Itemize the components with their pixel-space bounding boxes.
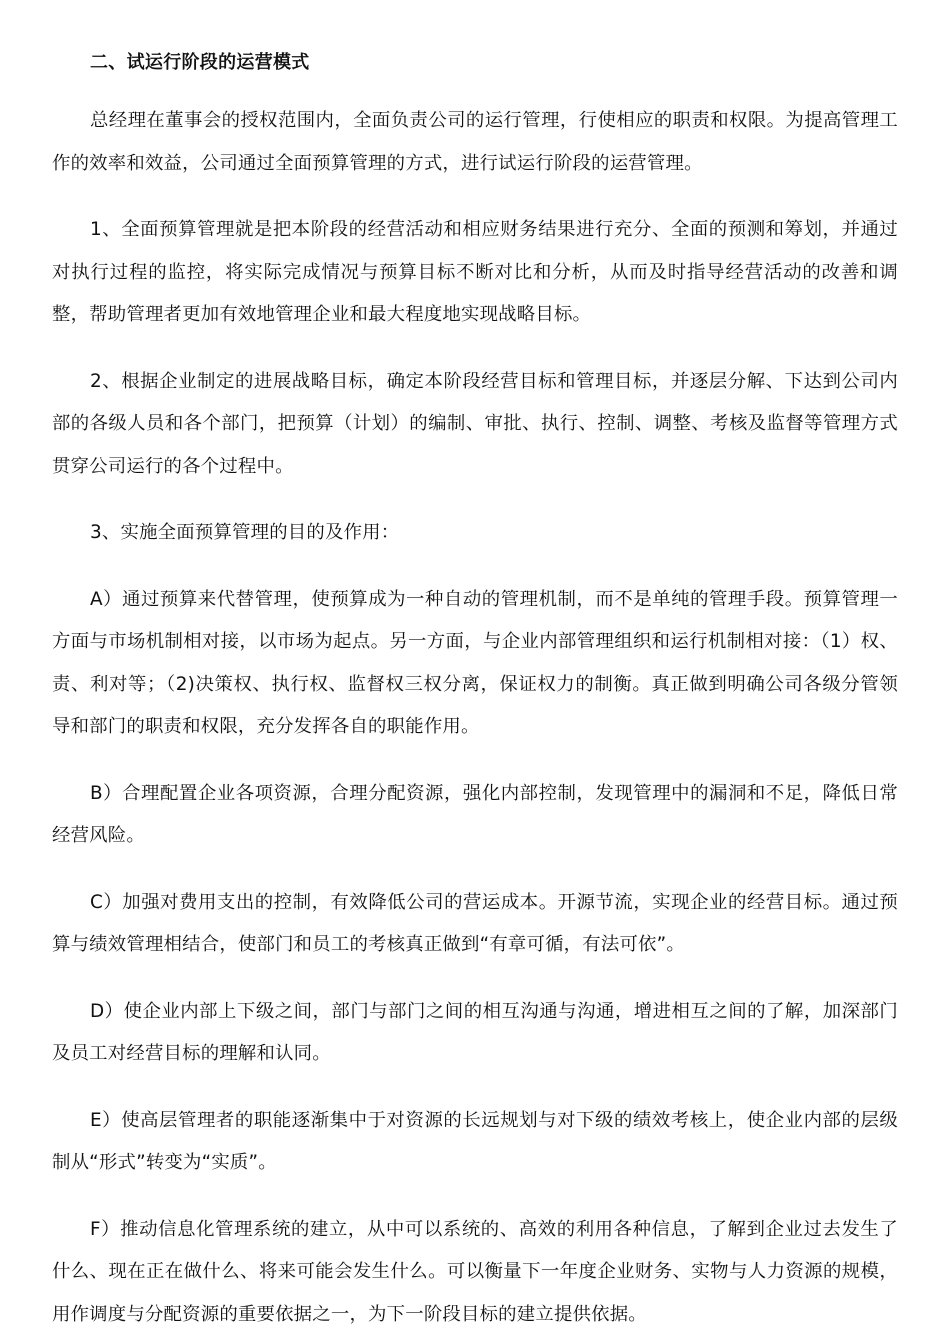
paragraph-item-1: 1、全面预算管理就是把本阶段的经营活动和相应财务结果进行充分、全面的预测和筹划，并通过对执行过程的监控，将实际完成情况与预算目标不断对比和分析，从而及时指导经营活动的改善和调整，帮助管理者更加有效地管理企业和最大程度地实现战略目标。 [52, 219, 898, 325]
paragraph-item-b: B）合理配置企业各项资源，合理分配资源，强化内部控制，发现管理中的漏洞和不足，降低日常经营风险。 [52, 782, 898, 846]
paragraph-intro: 总经理在董事会的授权范围内，全面负责公司的运行管理，行使相应的职责和权限。为提高管理工作的效率和效益，公司通过全面预算管理的方式，进行试运行阶段的运营管理。 [52, 110, 898, 174]
paragraph-item-f: F）推动信息化管理系统的建立，从中可以系统的、高效的利用各种信息，了解到企业过去发生了什么、现在正在做什么、将来可能会发生什么。可以衡量下一年度企业财务、实物与人力资源的规模，用作调度与分配资源的重要依据之一，为下一阶段目标的建立提供依据。 [52, 1218, 898, 1325]
paragraph-item-e: E）使高层管理者的职能逐渐集中于对资源的长远规划与对下级的绩效考核上，使企业内部的层级制从“形式”转变为“实质”。 [52, 1109, 898, 1173]
section-heading: 二、试运行阶段的运营模式 [90, 52, 310, 73]
paragraph-item-a: A）通过预算来代替管理，使预算成为一种自动的管理机制，而不是单纯的管理手段。预算管理一方面与市场机制相对接，以市场为起点。另一方面，与企业内部管理组织和运行机制相对接：（1）权、责、利对等；（2)决策权、执行权、监督权三权分离，保证权力的制衡。真正做到明确公司各级分管领导和部门的职责和权限，充分发挥各自的职能作用。 [52, 588, 898, 737]
paragraph-item-3: 3、实施全面预算管理的目的及作用： [90, 522, 400, 543]
paragraph-item-c: C）加强对费用支出的控制，有效降低公司的营运成本。开源节流，实现企业的经营目标。通过预算与绩效管理相结合，使部门和员工的考核真正做到“有章可循，有法可依”。 [52, 891, 898, 955]
paragraph-item-2: 2、根据企业制定的进展战略目标，确定本阶段经营目标和管理目标，并逐层分解、下达到公司内部的各级人员和各个部门，把预算（计划）的编制、审批、执行、控制、调整、考核及监督等管理方式贯穿公司运行的各个过程中。 [52, 370, 898, 477]
paragraph-item-d: D）使企业内部上下级之间，部门与部门之间的相互沟通与沟通，增进相互之间的了解，加深部门及员工对经营目标的理解和认同。 [52, 1000, 898, 1064]
